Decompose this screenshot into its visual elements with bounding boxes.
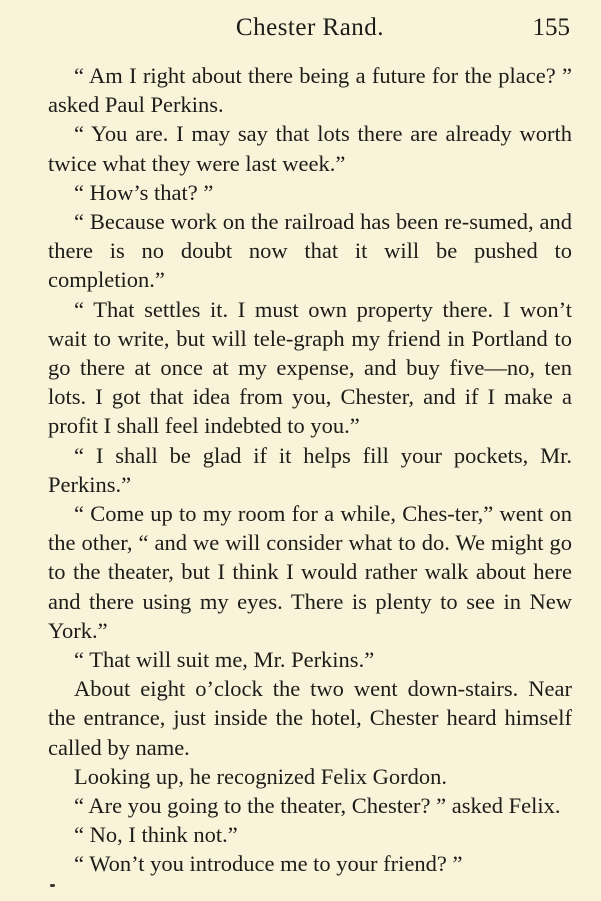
- running-title: Chester Rand.: [235, 14, 385, 41]
- body-text: [48, 61, 572, 879]
- print-speck: [50, 884, 55, 887]
- paragraph-12: “ No, I think not.”: [74, 822, 238, 848]
- paragraph-1: “ Am I right about there being a future for the place? ” asked Paul Perkins.: [48, 63, 572, 118]
- paragraph-3: “ How’s that? ”: [74, 179, 214, 205]
- paragraph-10: Looking up, he recognized Felix Gordon.: [74, 763, 448, 789]
- page-number: 155: [532, 14, 570, 41]
- paragraph-6: “ I shall be glad if it helps fill your pockets, Mr. Perkins.”: [48, 442, 572, 497]
- paragraph-11: “ Are you going to the theater, Chester? ” asked Felix.: [74, 793, 561, 819]
- paragraph-5: “ That settles it. I must own property there. I won’t wait to write, but will tele-graph my friend in Portland to go there at once at my expense, and buy five—no, ten lots. I got that idea from you, Chester, and if I make a profit I shall feel indebted to you.”: [48, 296, 572, 439]
- paragraph-7: “ Come up to my room for a while, Ches-ter,” went on the other, “ and we will consider what to do. We might go to the theater, but I think I would rather walk about here and there using my eyes. There is plenty to see in New York.”: [48, 501, 572, 643]
- page-header: [48, 14, 572, 50]
- paragraph-2: “ You are. I may say that lots there are already worth twice what they were last week.”: [48, 121, 572, 176]
- paragraph-4: “ Because work on the railroad has been re-sumed, and there is no doubt now that it will be pushed to completion.”: [48, 209, 572, 293]
- paragraph-9: About eight o’clock the two went down-stairs. Near the entrance, just inside the hotel, Chester heard himself called by name.: [48, 676, 572, 760]
- paragraph-8: “ That will suit me, Mr. Perkins.”: [74, 647, 375, 673]
- paragraph-13: “ Won’t you introduce me to your friend? ”: [74, 851, 463, 877]
